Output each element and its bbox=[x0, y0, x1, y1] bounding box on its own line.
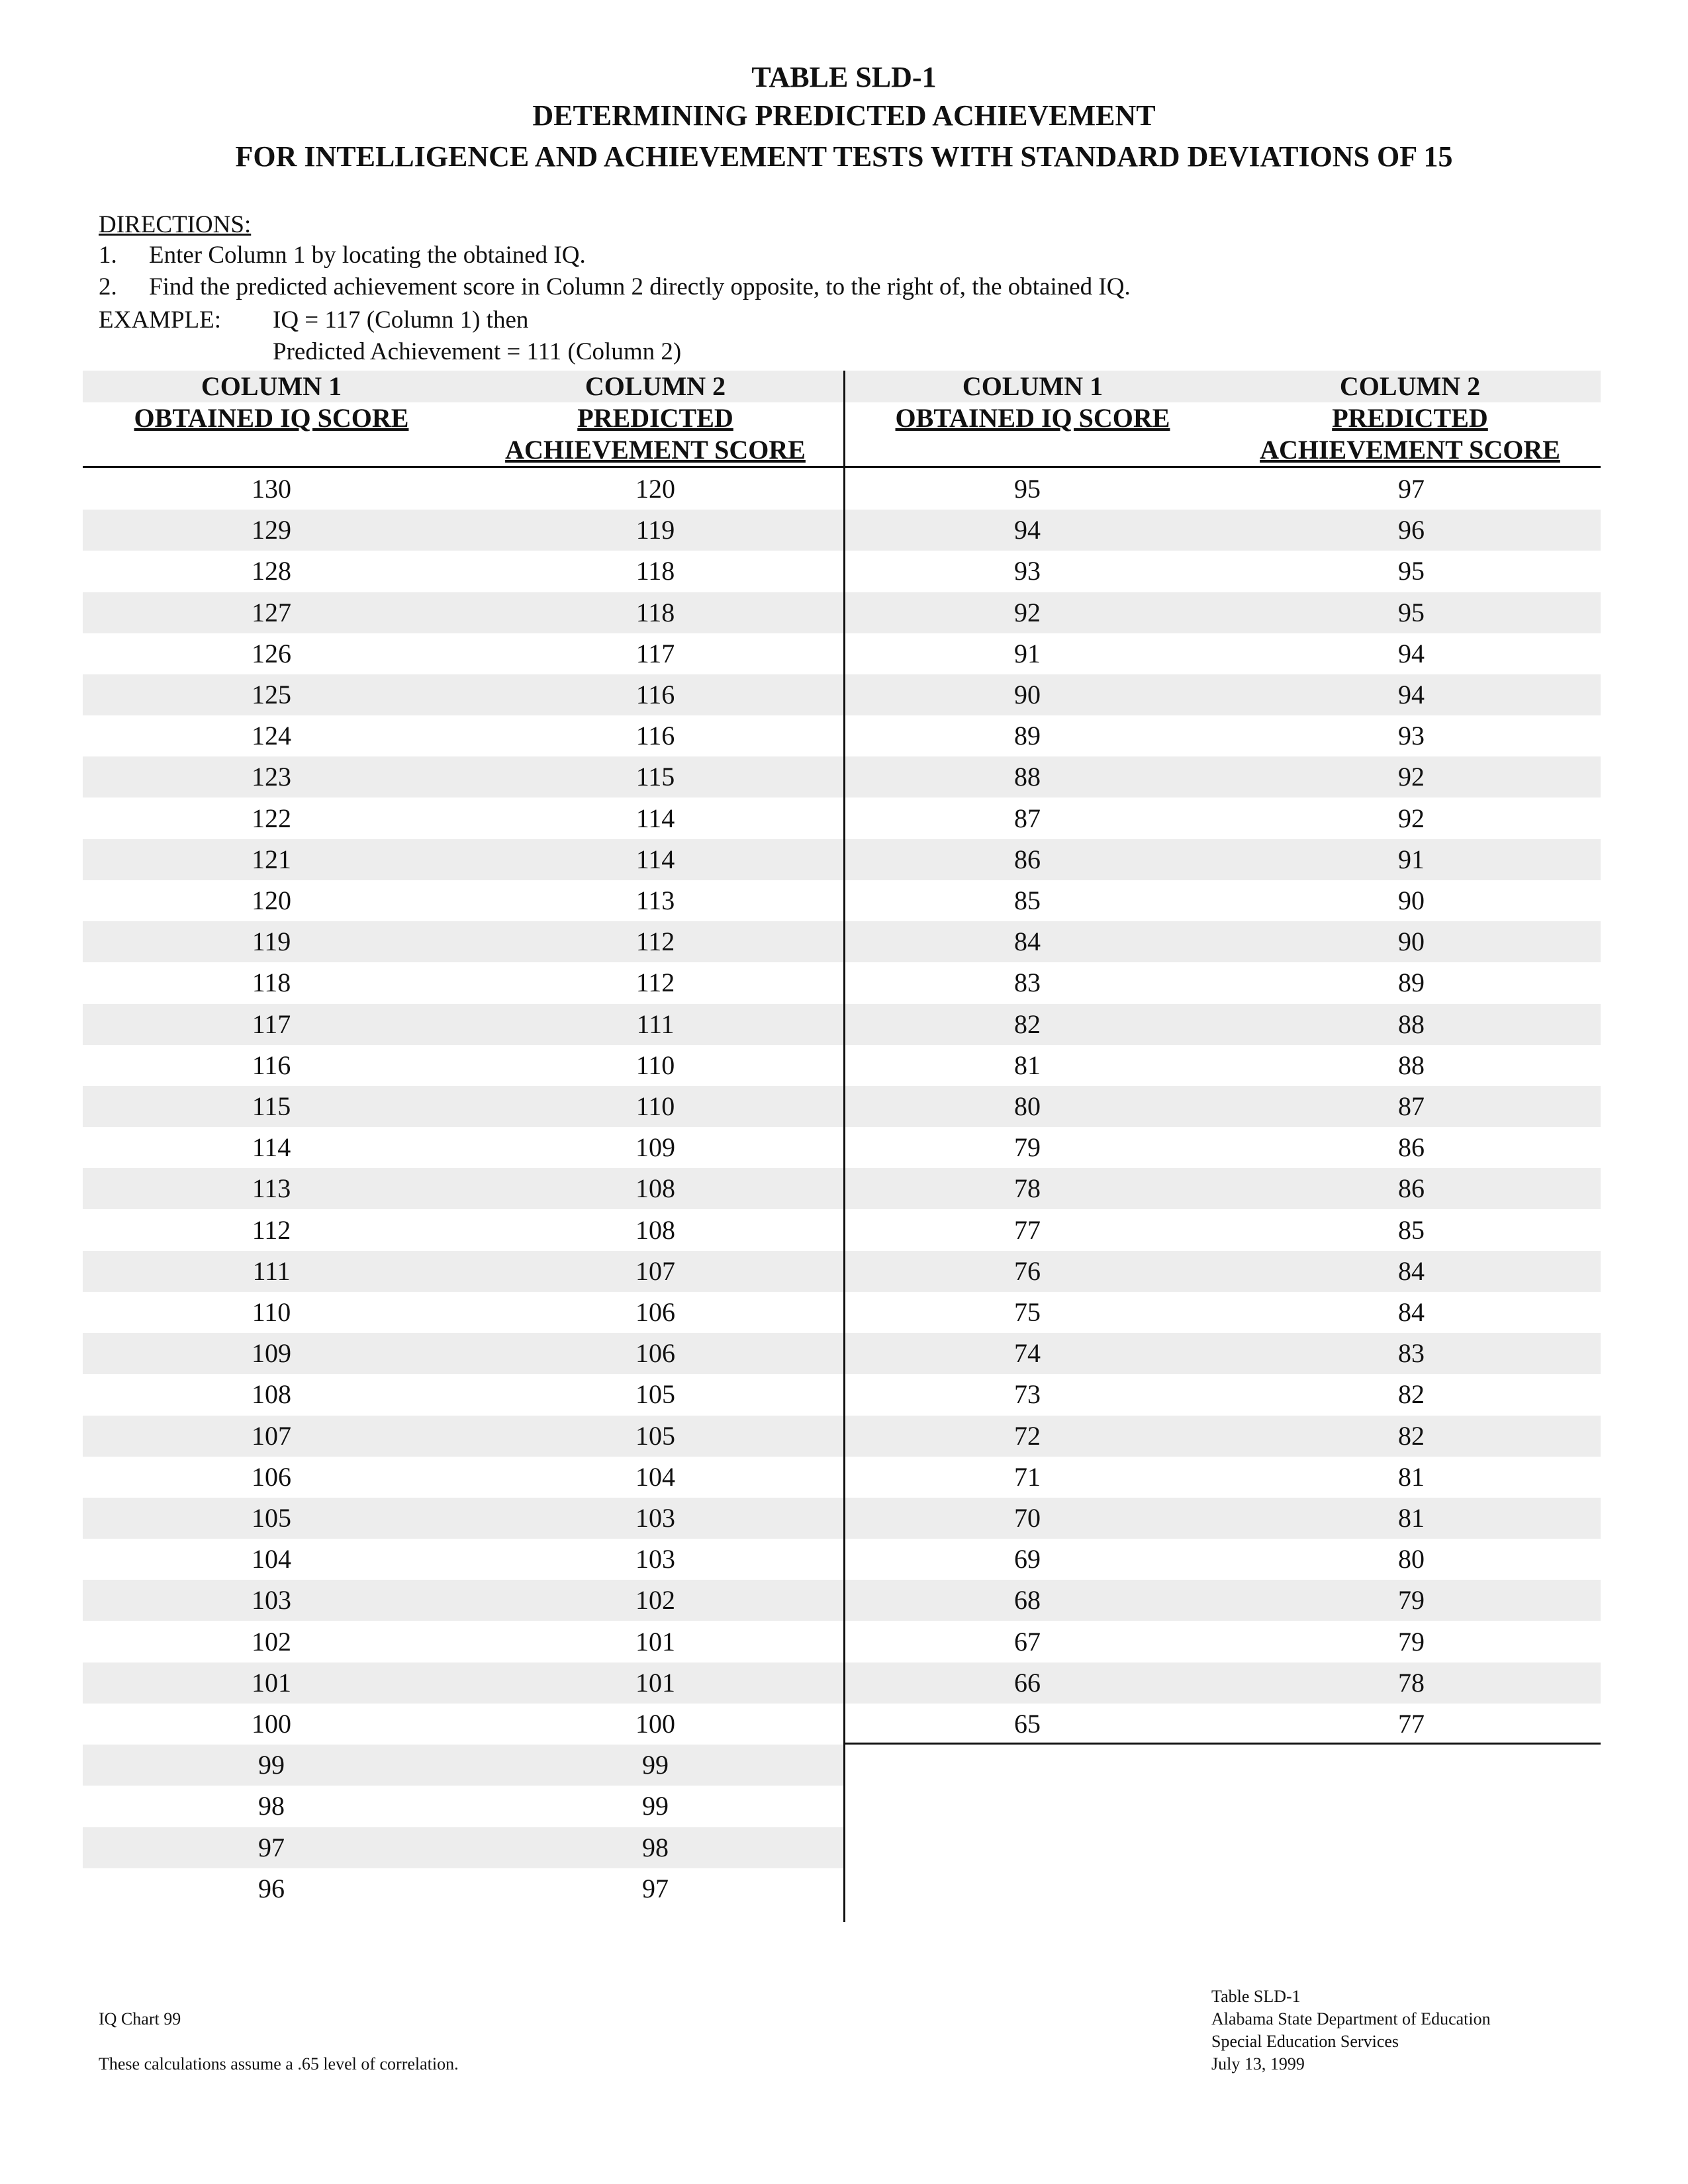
predicted-score-cell: 105 bbox=[635, 1420, 675, 1451]
example-label: EXAMPLE: bbox=[99, 306, 221, 334]
iq-score-cell: 100 bbox=[252, 1709, 291, 1739]
page-subtitle: DETERMINING PREDICTED ACHIEVEMENT bbox=[532, 99, 1156, 132]
right-col2-subtitle-2: ACHIEVEMENT SCORE bbox=[1260, 435, 1560, 465]
predicted-score-cell: 80 bbox=[1398, 1544, 1425, 1574]
predicted-score-cell: 106 bbox=[635, 1338, 675, 1369]
iq-score-cell: 130 bbox=[252, 474, 291, 504]
predicted-score-cell: 115 bbox=[635, 762, 675, 792]
predicted-score-cell: 93 bbox=[1398, 721, 1425, 751]
left-col2-subtitle-2: ACHIEVEMENT SCORE bbox=[505, 435, 806, 465]
iq-score-cell: 108 bbox=[252, 1379, 291, 1410]
direction-step-2 bbox=[99, 273, 1131, 302]
predicted-score-cell: 112 bbox=[635, 927, 675, 957]
predicted-score-cell: 82 bbox=[1398, 1420, 1425, 1451]
step-1-text: Enter Column 1 by locating the obtained IQ. bbox=[149, 242, 586, 269]
predicted-score-cell: 86 bbox=[1398, 1132, 1425, 1163]
predicted-score-cell: 95 bbox=[1398, 597, 1425, 627]
predicted-score-cell: 103 bbox=[635, 1503, 675, 1533]
iq-score-cell: 106 bbox=[252, 1461, 291, 1492]
predicted-score-cell: 102 bbox=[635, 1585, 675, 1615]
predicted-score-cell: 97 bbox=[1398, 474, 1425, 504]
iq-score-cell: 112 bbox=[252, 1214, 291, 1245]
predicted-score-cell: 82 bbox=[1398, 1379, 1425, 1410]
iq-score-cell: 75 bbox=[1014, 1297, 1041, 1327]
predicted-score-cell: 100 bbox=[635, 1709, 675, 1739]
iq-score-cell: 94 bbox=[1014, 515, 1041, 545]
iq-score-cell: 88 bbox=[1014, 762, 1041, 792]
iq-score-cell: 98 bbox=[258, 1791, 285, 1821]
iq-score-cell: 95 bbox=[1014, 474, 1041, 504]
predicted-score-cell: 106 bbox=[635, 1297, 675, 1327]
chart-id: IQ Chart 99 bbox=[99, 2009, 181, 2028]
predicted-score-cell: 98 bbox=[642, 1832, 669, 1862]
iq-score-cell: 120 bbox=[252, 886, 291, 915]
iq-score-cell: 76 bbox=[1014, 1255, 1041, 1286]
predicted-score-cell: 120 bbox=[635, 474, 675, 504]
iq-score-cell: 110 bbox=[252, 1297, 291, 1327]
predicted-score-cell: 114 bbox=[635, 844, 675, 874]
iq-score-cell: 111 bbox=[252, 1255, 291, 1286]
predicted-score-cell: 87 bbox=[1398, 1091, 1425, 1121]
footer-ref-date: July 13, 1999 bbox=[1211, 2054, 1305, 2073]
iq-score-cell: 104 bbox=[252, 1544, 291, 1574]
predicted-score-cell: 90 bbox=[1398, 927, 1425, 957]
header-rule bbox=[83, 466, 1601, 468]
predicted-score-cell: 90 bbox=[1398, 886, 1425, 915]
predicted-score-cell: 119 bbox=[635, 515, 675, 545]
left-col2-title: COLUMN 2 bbox=[585, 371, 726, 401]
iq-score-cell: 66 bbox=[1014, 1667, 1041, 1698]
iq-score-cell: 72 bbox=[1014, 1420, 1041, 1451]
predicted-score-cell: 83 bbox=[1398, 1338, 1425, 1369]
iq-score-cell: 81 bbox=[1014, 1050, 1041, 1080]
predicted-score-cell: 97 bbox=[642, 1873, 669, 1903]
predicted-score-cell: 94 bbox=[1398, 680, 1425, 709]
left-col1-subtitle: OBTAINED IQ SCORE bbox=[134, 403, 409, 433]
iq-score-cell: 70 bbox=[1014, 1503, 1041, 1533]
predicted-score-cell: 79 bbox=[1398, 1585, 1425, 1615]
predicted-score-cell: 101 bbox=[635, 1626, 675, 1657]
iq-score-cell: 121 bbox=[252, 844, 291, 874]
predicted-score-cell: 77 bbox=[1398, 1709, 1425, 1739]
step-1-number: 1. bbox=[99, 242, 117, 269]
left-col2-header bbox=[493, 371, 818, 469]
iq-score-cell: 89 bbox=[1014, 721, 1041, 751]
iq-score-cell: 83 bbox=[1014, 968, 1041, 998]
directions-heading: DIRECTIONS: bbox=[99, 211, 252, 238]
predicted-score-cell: 105 bbox=[635, 1379, 675, 1410]
iq-score-cell: 82 bbox=[1014, 1009, 1041, 1039]
step-2-number: 2. bbox=[99, 273, 117, 300]
predicted-score-cell: 89 bbox=[1398, 968, 1425, 998]
iq-score-cell: 114 bbox=[252, 1132, 291, 1163]
iq-score-cell: 103 bbox=[252, 1585, 291, 1615]
predicted-score-cell: 108 bbox=[635, 1214, 675, 1245]
predicted-score-cell: 101 bbox=[635, 1667, 675, 1698]
iq-score-cell: 86 bbox=[1014, 844, 1041, 874]
direction-step-1 bbox=[99, 241, 586, 270]
right-col2-title: COLUMN 2 bbox=[1339, 371, 1481, 401]
predicted-score-cell: 81 bbox=[1398, 1503, 1425, 1533]
predicted-score-cell: 110 bbox=[635, 1091, 675, 1121]
iq-score-cell: 79 bbox=[1014, 1132, 1041, 1163]
iq-score-cell: 102 bbox=[252, 1626, 291, 1657]
iq-score-cell: 101 bbox=[252, 1667, 291, 1698]
iq-score-cell: 122 bbox=[252, 803, 291, 833]
iq-score-cell: 119 bbox=[252, 927, 291, 957]
iq-score-cell: 127 bbox=[252, 597, 291, 627]
predicted-score-cell: 103 bbox=[635, 1544, 675, 1574]
iq-score-cell: 116 bbox=[252, 1050, 291, 1080]
predicted-score-cell: 84 bbox=[1398, 1297, 1425, 1327]
iq-score-cell: 92 bbox=[1014, 597, 1041, 627]
iq-score-cell: 124 bbox=[252, 721, 291, 751]
iq-score-cell: 97 bbox=[258, 1832, 285, 1862]
iq-score-cell: 68 bbox=[1014, 1585, 1041, 1615]
predicted-score-cell: 79 bbox=[1398, 1626, 1425, 1657]
predicted-score-cell: 99 bbox=[642, 1791, 669, 1821]
iq-score-cell: 73 bbox=[1014, 1379, 1041, 1410]
left-col1-title: COLUMN 1 bbox=[201, 371, 342, 401]
predicted-score-cell: 113 bbox=[635, 886, 675, 915]
iq-score-cell: 107 bbox=[252, 1420, 291, 1451]
iq-score-cell: 91 bbox=[1014, 638, 1041, 668]
predicted-score-cell: 92 bbox=[1398, 762, 1425, 792]
predicted-score-cell: 117 bbox=[635, 638, 675, 668]
left-col1-header bbox=[116, 371, 427, 469]
predicted-score-cell: 95 bbox=[1398, 556, 1425, 586]
iq-score-cell: 69 bbox=[1014, 1544, 1041, 1574]
iq-score-cell: 126 bbox=[252, 638, 291, 668]
predicted-score-cell: 88 bbox=[1398, 1009, 1425, 1039]
iq-score-cell: 129 bbox=[252, 515, 291, 545]
predicted-score-cell: 81 bbox=[1398, 1461, 1425, 1492]
page-subtitle-2: FOR INTELLIGENCE AND ACHIEVEMENT TESTS WITH STANDARD DEVIATIONS OF 15 bbox=[235, 140, 1453, 173]
right-col2-header bbox=[1248, 371, 1572, 469]
predicted-score-cell: 111 bbox=[636, 1009, 675, 1039]
left-col2-subtitle-1: PREDICTED bbox=[577, 403, 733, 433]
predicted-score-cell: 91 bbox=[1398, 844, 1425, 874]
right-col1-header bbox=[877, 371, 1188, 469]
iq-score-cell: 87 bbox=[1014, 803, 1041, 833]
correlation-note: These calculations assume a .65 level of correlation. bbox=[99, 2054, 459, 2073]
iq-score-cell: 78 bbox=[1014, 1173, 1041, 1204]
page-title: TABLE SLD-1 bbox=[751, 61, 937, 93]
predicted-score-cell: 112 bbox=[635, 968, 675, 998]
predicted-score-cell: 114 bbox=[635, 803, 675, 833]
predicted-score-cell: 107 bbox=[635, 1255, 675, 1286]
predicted-score-cell: 85 bbox=[1398, 1214, 1425, 1245]
predicted-score-cell: 118 bbox=[635, 556, 675, 586]
predicted-score-cell: 108 bbox=[635, 1173, 675, 1204]
iq-score-cell: 113 bbox=[252, 1173, 291, 1204]
iq-score-cell: 74 bbox=[1014, 1338, 1041, 1369]
iq-score-cell: 125 bbox=[252, 680, 291, 709]
example-line-2: Predicted Achievement = 111 (Column 2) bbox=[273, 338, 682, 365]
iq-score-cell: 67 bbox=[1014, 1626, 1041, 1657]
iq-score-cell: 93 bbox=[1014, 556, 1041, 586]
iq-score-cell: 99 bbox=[258, 1750, 285, 1780]
iq-score-cell: 105 bbox=[252, 1503, 291, 1533]
iq-score-cell: 65 bbox=[1014, 1709, 1041, 1739]
iq-score-cell: 90 bbox=[1014, 680, 1041, 709]
right-col1-subtitle: OBTAINED IQ SCORE bbox=[895, 403, 1170, 433]
iq-score-cell: 128 bbox=[252, 556, 291, 586]
iq-score-cell: 115 bbox=[252, 1091, 291, 1121]
predicted-score-cell: 88 bbox=[1398, 1050, 1425, 1080]
iq-score-cell: 117 bbox=[252, 1009, 291, 1039]
iq-score-cell: 118 bbox=[252, 968, 291, 998]
predicted-score-cell: 92 bbox=[1398, 803, 1425, 833]
predicted-score-cell: 116 bbox=[635, 680, 675, 709]
right-col2-subtitle-1: PREDICTED bbox=[1332, 403, 1488, 433]
predicted-score-cell: 110 bbox=[635, 1050, 675, 1080]
predicted-score-cell: 109 bbox=[635, 1132, 675, 1163]
step-2-text: Find the predicted achievement score in Column 2 directly opposite, to the right of, the obtained IQ. bbox=[149, 273, 1131, 300]
predicted-score-cell: 84 bbox=[1398, 1255, 1425, 1286]
predicted-score-cell: 104 bbox=[635, 1461, 675, 1492]
predicted-score-cell: 99 bbox=[642, 1750, 669, 1780]
right-col1-title: COLUMN 1 bbox=[962, 371, 1103, 401]
iq-score-cell: 71 bbox=[1014, 1461, 1041, 1492]
predicted-score-cell: 116 bbox=[635, 721, 675, 751]
predicted-score-cell: 118 bbox=[635, 597, 675, 627]
predicted-score-cell: 86 bbox=[1398, 1173, 1425, 1204]
footer-ref-department: Alabama State Department of Education bbox=[1211, 2009, 1491, 2028]
iq-score-cell: 123 bbox=[252, 762, 291, 792]
footer-ref-services: Special Education Services bbox=[1211, 2032, 1399, 2051]
iq-score-cell: 80 bbox=[1014, 1091, 1041, 1121]
iq-score-cell: 84 bbox=[1014, 927, 1041, 957]
predicted-score-cell: 78 bbox=[1398, 1667, 1425, 1698]
example-line-1: IQ = 117 (Column 1) then bbox=[273, 306, 529, 334]
footer-ref-table: Table SLD-1 bbox=[1211, 1987, 1301, 2006]
predicted-score-cell: 94 bbox=[1398, 638, 1425, 668]
iq-score-cell: 77 bbox=[1014, 1214, 1041, 1245]
iq-score-cell: 96 bbox=[258, 1873, 285, 1903]
iq-score-cell: 85 bbox=[1014, 886, 1041, 915]
iq-score-cell: 109 bbox=[252, 1338, 291, 1369]
predicted-score-cell: 96 bbox=[1398, 515, 1425, 545]
